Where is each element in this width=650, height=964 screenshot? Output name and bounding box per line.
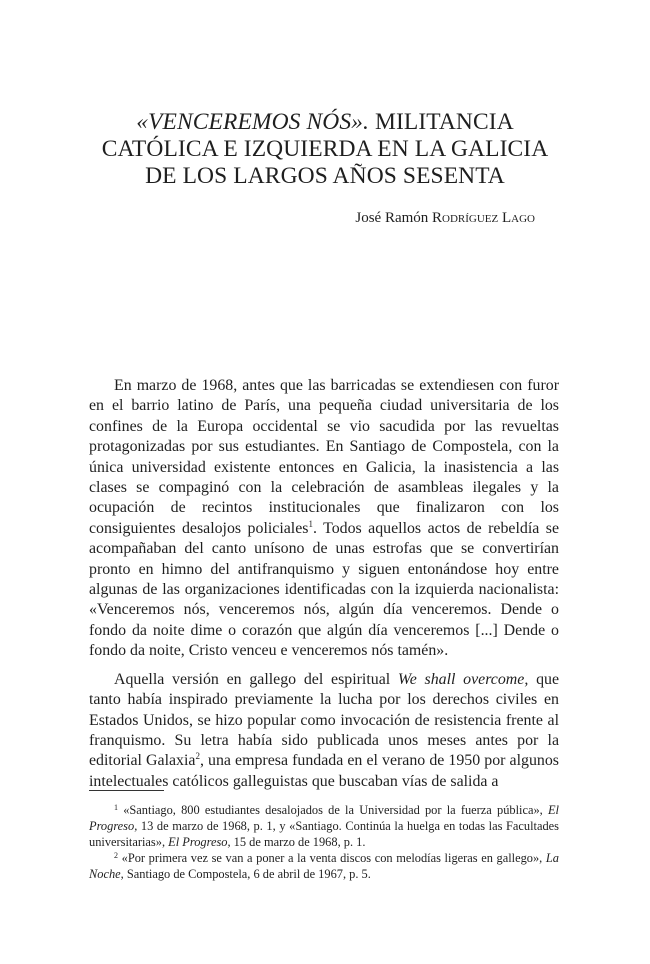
paragraph-1-text-b: . Todos aquellos actos de rebeldía se acompañaban del canto unísono de unas estrofas que se convertirían pronto en himno del antifranquismo y siguen entonándose hoy entre algunas de las organizaciones identificadas con la izquierda nacionalista: «Venceremos nós, venceremos nós, algún día venceremos. Dende o fondo da noite dime o corazón que algún día venceremos [...] Dende o fondo da noite, Cristo venceu e venceremos nós tamén». xyxy=(89,519,559,660)
footnote-text: «Por primera vez se van a poner a la venta discos con melodías ligeras en gallego», xyxy=(121,851,546,865)
footnote-number: 1 xyxy=(114,803,118,812)
paragraph-1-text-a: En marzo de 1968, antes que las barricadas se extendiesen con furor en el barrio latino de París, una pequeña ciudad universitaria de los confines de la Europa occidental se vio sacudida por las revueltas protagonizadas por sus estudiantes. En Santiago de Compostela, con la única universidad existente entonces en Galicia, la inasistencia a las clases se compaginó con la celebración de asambleas ilegales y la ocupación de recintos institucionales que finalizaron con los consiguientes desalojos policiales xyxy=(89,377,559,537)
footnote-ref-1: 1 xyxy=(308,518,313,529)
footnote-text: 15 de marzo de 1968, p. 1. xyxy=(230,835,366,849)
title-line-3: DE LOS LARGOS AÑOS SESENTA xyxy=(145,163,505,189)
title-line-1-rest: MILITANCIA xyxy=(369,109,514,135)
footnotes xyxy=(89,802,559,882)
body-paragraph xyxy=(89,376,559,662)
footnote-source-italic: El Progreso, xyxy=(89,803,559,833)
title-italic-phrase: «VENCEREMOS NÓS». xyxy=(136,109,369,135)
footnote-number: 2 xyxy=(114,851,118,860)
footnote-source-italic: La Noche, xyxy=(89,851,559,881)
footnote-text: 13 de marzo de 1968, p. 1, y «Santiago. Continúa la huelga en todas las Facultades universitarias», xyxy=(89,819,559,849)
article-title xyxy=(60,109,590,190)
footnote-text: «Santiago, 800 estudiantes desalojados de la Universidad por la fuerza pública», xyxy=(123,803,548,817)
title-line-2: CATÓLICA E IZQUIERDA EN LA GALICIA xyxy=(101,136,549,162)
footnote-ref-2: 2 xyxy=(195,751,200,762)
footnote-1 xyxy=(89,802,559,850)
author-byline xyxy=(355,210,535,227)
footnote-2 xyxy=(89,850,559,882)
author-surname: Rodríguez Lago xyxy=(432,210,535,226)
paragraph-2-text-c: , una empresa fundada en el verano de 1950 por algunos intelectuales católicos galleguistas que buscaban vías de salida a xyxy=(89,752,559,790)
title-line-1 xyxy=(60,109,590,136)
footnote-text: Santiago de Compostela, 6 de abril de 1967, p. 5. xyxy=(123,867,371,881)
footnote-divider xyxy=(89,790,164,791)
footnote-source-italic: El Progreso, xyxy=(168,835,231,849)
author-given-name: José Ramón xyxy=(355,210,429,226)
article-body xyxy=(89,376,559,792)
paragraph-2-italic-title: We shall overcome, xyxy=(397,670,529,688)
body-paragraph xyxy=(89,670,559,792)
paragraph-2-text-a: Aquella versión en gallego del espiritual xyxy=(114,670,398,688)
paragraph-2-text-b: que tanto había inspirado previamente la lucha por los derechos civiles en Estados Unidos, se hizo popular como invocación de resistencia frente al franquismo. Su letra había sido publicada unos meses antes por la editorial Galaxia xyxy=(89,670,560,770)
